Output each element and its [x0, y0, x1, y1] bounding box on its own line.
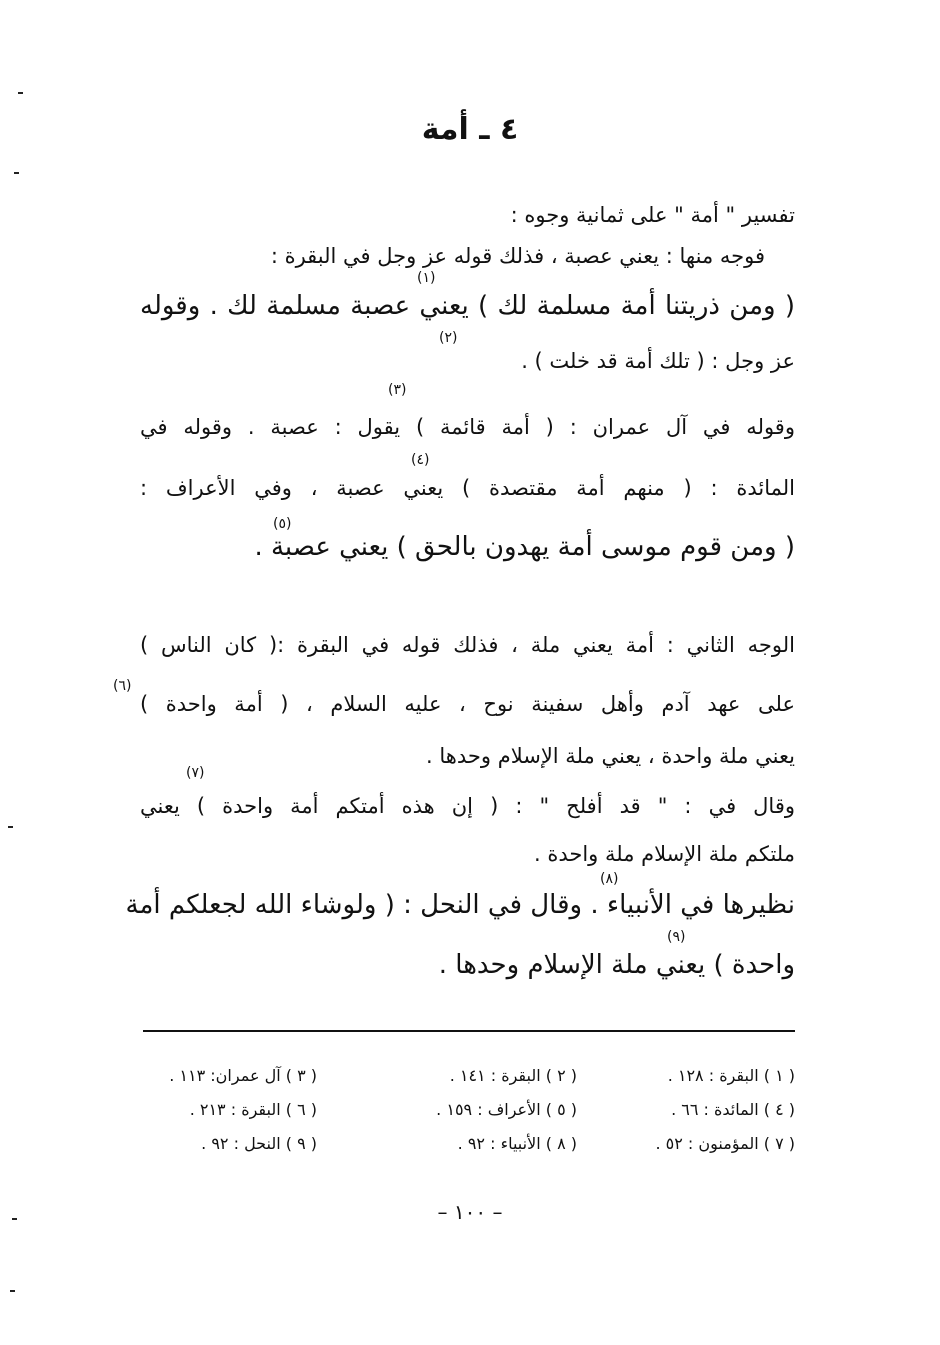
- footnote: ( ٦ ) البقرة : ٢١٣ .: [189, 1100, 317, 1119]
- footnote: ( ٥ ) الأعراف : ١٥٩ .: [436, 1100, 577, 1119]
- footnote: ( ٣ ) آل عمران: ١١٣ .: [169, 1066, 317, 1085]
- footnote: ( ٨ ) الأنبياء : ٩٢ .: [457, 1134, 577, 1153]
- footnote-row: [140, 1066, 795, 1100]
- text-line: فوجه منها : يعني عصبة ، فذلك قوله عز وجل في البقرة :: [270, 244, 765, 268]
- text-line: تفسير " أمة " على ثمانية وجوه :: [510, 203, 795, 227]
- text-line: الوجه الثاني : أمة يعني ملة ، فذلك قوله في البقرة :( كان الناس ): [140, 633, 795, 657]
- footnote-marker: (١): [417, 270, 436, 286]
- text-line: المائدة : ( منهم أمة مقتصدة ) يعني عصبة ، وفي الأعراف :: [140, 476, 795, 500]
- text-line: وقال في : " قد أفلح " : ( إن هذه أمتكم أمة واحدة ) يعني: [140, 794, 795, 818]
- footnote-marker: (٢): [439, 330, 458, 346]
- text-line: نظيرها في الأنبياء . وقال في النحل : ( ولوشاء الله لجعلكم أمة: [125, 890, 795, 920]
- margin-mark: [8, 826, 13, 828]
- footnote-row: [140, 1100, 795, 1134]
- text-line: عز وجل : ( تلك أمة قد خلت ) .: [521, 349, 795, 373]
- footnote-row: [140, 1134, 795, 1168]
- chapter-title: ٤ ـ أمة: [421, 112, 519, 147]
- margin-mark: [14, 172, 19, 174]
- text-line: يعني ملة واحدة ، يعني ملة الإسلام وحدها .: [426, 744, 795, 768]
- footnote: ( ٤ ) المائدة : ٦٦ .: [671, 1100, 795, 1119]
- page-number: – ١٠٠ –: [437, 1200, 503, 1224]
- footnote-marker: (٥): [273, 516, 292, 532]
- text-line: ملتكم ملة الإسلام ملة واحدة .: [533, 842, 795, 866]
- text-line: واحدة ) يعني ملة الإسلام وحدها .: [438, 950, 795, 980]
- footnote-marker: (٨): [600, 871, 619, 887]
- footnote: ( ٩ ) النحل : ٩٢ .: [201, 1134, 317, 1153]
- footnote-marker: (٧): [186, 765, 205, 781]
- text-line: على عهد آدم وأهل سفينة نوح ، عليه السلام ، ( أمة واحدة ): [140, 692, 795, 716]
- footnote-marker: (٦): [113, 678, 132, 694]
- text-line: وقوله في آل عمران : ( أمة قائمة ) يقول : عصبة . وقوله في: [140, 415, 795, 439]
- footnotes: [140, 1066, 795, 1168]
- margin-mark: [18, 92, 23, 94]
- text-line: ( ومن قوم موسى أمة يهدون بالحق ) يعني عصبة .: [254, 532, 795, 562]
- footnote-marker: (٤): [411, 452, 430, 468]
- footnote-divider: [143, 1030, 795, 1032]
- footnote-marker: (٣): [388, 382, 407, 398]
- footnote: ( ٧ ) المؤمنون : ٥٢ .: [655, 1134, 795, 1153]
- footnote-marker: (٩): [667, 929, 686, 945]
- margin-mark: [10, 1290, 15, 1292]
- footnote: ( ١ ) البقرة : ١٢٨ .: [667, 1066, 795, 1085]
- text-line: ( ومن ذريتنا أمة مسلمة لك ) يعني عصبة مسلمة لك . وقوله: [140, 291, 795, 321]
- footnote: ( ٢ ) البقرة : ١٤١ .: [449, 1066, 577, 1085]
